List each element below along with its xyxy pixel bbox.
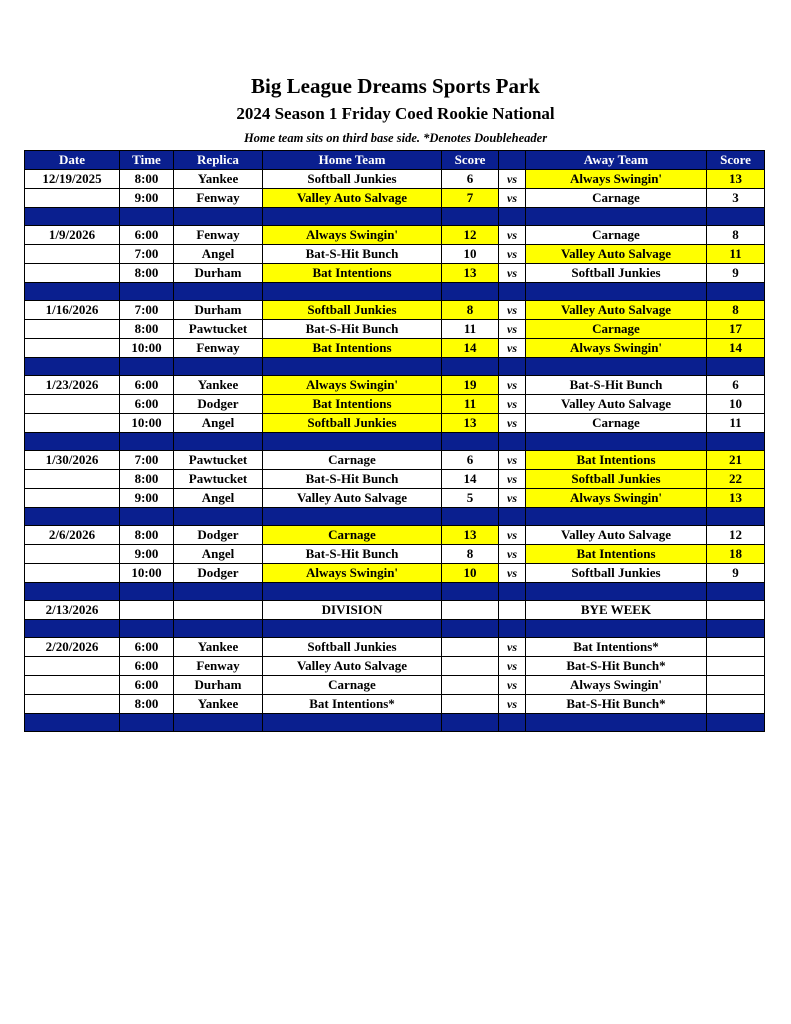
away-team-cell: Bat-S-Hit Bunch* xyxy=(526,695,707,714)
home-score-cell: 10 xyxy=(442,564,499,583)
col-header-home-score: Score xyxy=(442,151,499,170)
away-score-cell xyxy=(707,601,765,620)
separator-cell xyxy=(526,714,707,732)
home-score-cell: 14 xyxy=(442,339,499,358)
home-team-cell: Bat-S-Hit Bunch xyxy=(263,245,442,264)
date-cell: 1/30/2026 xyxy=(25,451,120,470)
separator-cell xyxy=(442,433,499,451)
separator-cell xyxy=(442,208,499,226)
away-score-cell xyxy=(707,638,765,657)
away-score-cell: 22 xyxy=(707,470,765,489)
time-cell: 7:00 xyxy=(120,451,174,470)
away-score-cell: 10 xyxy=(707,395,765,414)
away-score-cell: 8 xyxy=(707,301,765,320)
home-score-cell: 7 xyxy=(442,189,499,208)
separator-cell xyxy=(120,283,174,301)
time-cell: 7:00 xyxy=(120,245,174,264)
separator-cell xyxy=(707,208,765,226)
away-team-cell: Always Swingin' xyxy=(526,489,707,508)
game-row xyxy=(25,320,765,339)
date-cell xyxy=(25,470,120,489)
time-cell: 6:00 xyxy=(120,638,174,657)
away-team-cell: Valley Auto Salvage xyxy=(526,526,707,545)
date-cell xyxy=(25,414,120,433)
home-team-cell: Bat Intentions xyxy=(263,264,442,283)
home-score-cell xyxy=(442,676,499,695)
separator-cell xyxy=(526,583,707,601)
separator-cell xyxy=(120,583,174,601)
away-team-cell: Valley Auto Salvage xyxy=(526,301,707,320)
date-cell xyxy=(25,320,120,339)
vs-cell: vs xyxy=(499,489,526,508)
away-team-cell: Bat-S-Hit Bunch* xyxy=(526,657,707,676)
game-row xyxy=(25,601,765,620)
replica-cell: Angel xyxy=(174,245,263,264)
separator-cell xyxy=(25,508,120,526)
game-row xyxy=(25,170,765,189)
separator-cell xyxy=(25,714,120,732)
game-row xyxy=(25,395,765,414)
schedule-table xyxy=(24,150,765,732)
vs-cell: vs xyxy=(499,339,526,358)
home-team-cell: Bat-S-Hit Bunch xyxy=(263,545,442,564)
separator-cell xyxy=(499,714,526,732)
week-separator xyxy=(25,283,765,301)
date-cell xyxy=(25,695,120,714)
away-score-cell xyxy=(707,676,765,695)
col-header-vs xyxy=(499,151,526,170)
away-team-cell: Bat Intentions* xyxy=(526,638,707,657)
separator-cell xyxy=(499,583,526,601)
home-team-cell: Softball Junkies xyxy=(263,301,442,320)
separator-cell xyxy=(526,358,707,376)
away-score-cell: 9 xyxy=(707,264,765,283)
away-score-cell: 21 xyxy=(707,451,765,470)
time-cell: 7:00 xyxy=(120,301,174,320)
col-header-replica: Replica xyxy=(174,151,263,170)
separator-cell xyxy=(25,583,120,601)
separator-cell xyxy=(174,508,263,526)
game-row xyxy=(25,526,765,545)
date-cell xyxy=(25,189,120,208)
page-subtitle: 2024 Season 1 Friday Coed Rookie National xyxy=(236,104,555,123)
separator-cell xyxy=(174,583,263,601)
separator-cell xyxy=(25,358,120,376)
home-score-cell: 14 xyxy=(442,470,499,489)
vs-cell: vs xyxy=(499,470,526,489)
home-team-cell: Bat Intentions xyxy=(263,339,442,358)
home-team-cell: Carnage xyxy=(263,676,442,695)
separator-cell xyxy=(25,283,120,301)
time-cell: 9:00 xyxy=(120,189,174,208)
home-team-cell: Bat-S-Hit Bunch xyxy=(263,470,442,489)
separator-cell xyxy=(263,620,442,638)
replica-cell: Durham xyxy=(174,676,263,695)
vs-cell: vs xyxy=(499,376,526,395)
home-team-cell: Valley Auto Salvage xyxy=(263,657,442,676)
away-score-cell: 12 xyxy=(707,526,765,545)
vs-cell: vs xyxy=(499,526,526,545)
vs-cell: vs xyxy=(499,414,526,433)
separator-cell xyxy=(174,283,263,301)
separator-cell xyxy=(707,433,765,451)
separator-cell xyxy=(120,433,174,451)
vs-cell: vs xyxy=(499,170,526,189)
time-cell: 6:00 xyxy=(120,376,174,395)
date-cell: 1/16/2026 xyxy=(25,301,120,320)
header-row xyxy=(25,151,765,170)
page-title: Big League Dreams Sports Park xyxy=(251,74,540,98)
separator-cell xyxy=(499,620,526,638)
home-team-cell: Bat Intentions* xyxy=(263,695,442,714)
home-team-cell: Always Swingin' xyxy=(263,564,442,583)
home-team-cell: Valley Auto Salvage xyxy=(263,189,442,208)
replica-cell: Durham xyxy=(174,264,263,283)
date-cell: 12/19/2025 xyxy=(25,170,120,189)
home-team-cell: Always Swingin' xyxy=(263,226,442,245)
game-row xyxy=(25,264,765,283)
replica-cell: Yankee xyxy=(174,170,263,189)
week-separator xyxy=(25,433,765,451)
separator-cell xyxy=(263,208,442,226)
game-row xyxy=(25,376,765,395)
week-separator xyxy=(25,508,765,526)
vs-cell: vs xyxy=(499,301,526,320)
col-header-time: Time xyxy=(120,151,174,170)
date-cell xyxy=(25,264,120,283)
away-team-cell: Bat Intentions xyxy=(526,545,707,564)
home-score-cell: 13 xyxy=(442,526,499,545)
away-score-cell: 17 xyxy=(707,320,765,339)
date-cell xyxy=(25,676,120,695)
vs-cell: vs xyxy=(499,638,526,657)
vs-cell: vs xyxy=(499,564,526,583)
replica-cell: Dodger xyxy=(174,564,263,583)
away-score-cell: 11 xyxy=(707,414,765,433)
schedule-body xyxy=(25,170,765,732)
separator-cell xyxy=(442,283,499,301)
game-row xyxy=(25,189,765,208)
game-row xyxy=(25,657,765,676)
replica-cell: Pawtucket xyxy=(174,451,263,470)
separator-cell xyxy=(499,283,526,301)
date-cell: 1/9/2026 xyxy=(25,226,120,245)
game-row xyxy=(25,414,765,433)
separator-cell xyxy=(442,508,499,526)
date-cell xyxy=(25,545,120,564)
home-score-cell: 10 xyxy=(442,245,499,264)
date-cell xyxy=(25,339,120,358)
replica-cell xyxy=(174,601,263,620)
vs-cell: vs xyxy=(499,545,526,564)
vs-cell: vs xyxy=(499,226,526,245)
date-cell: 2/6/2026 xyxy=(25,526,120,545)
away-team-cell: Carnage xyxy=(526,320,707,339)
game-row xyxy=(25,676,765,695)
home-score-cell: 11 xyxy=(442,320,499,339)
home-team-cell: Carnage xyxy=(263,451,442,470)
replica-cell: Fenway xyxy=(174,226,263,245)
away-team-cell: Valley Auto Salvage xyxy=(526,245,707,264)
separator-cell xyxy=(442,358,499,376)
separator-cell xyxy=(707,358,765,376)
col-header-home-team: Home Team xyxy=(263,151,442,170)
away-team-cell: Softball Junkies xyxy=(526,564,707,583)
week-separator xyxy=(25,714,765,732)
time-cell: 10:00 xyxy=(120,339,174,358)
vs-cell: vs xyxy=(499,676,526,695)
home-team-cell: Bat-S-Hit Bunch xyxy=(263,320,442,339)
replica-cell: Yankee xyxy=(174,638,263,657)
home-score-cell: 19 xyxy=(442,376,499,395)
date-cell xyxy=(25,245,120,264)
home-score-cell xyxy=(442,638,499,657)
replica-cell: Dodger xyxy=(174,526,263,545)
home-team-cell: Always Swingin' xyxy=(263,376,442,395)
separator-cell xyxy=(174,620,263,638)
game-row xyxy=(25,451,765,470)
separator-cell xyxy=(707,508,765,526)
time-cell: 9:00 xyxy=(120,489,174,508)
separator-cell xyxy=(174,714,263,732)
home-team-cell: Softball Junkies xyxy=(263,638,442,657)
away-team-cell: Carnage xyxy=(526,189,707,208)
separator-cell xyxy=(707,620,765,638)
separator-cell xyxy=(526,508,707,526)
separator-cell xyxy=(499,433,526,451)
col-header-away-team: Away Team xyxy=(526,151,707,170)
game-row xyxy=(25,226,765,245)
time-cell: 6:00 xyxy=(120,395,174,414)
home-score-cell xyxy=(442,695,499,714)
home-score-cell: 5 xyxy=(442,489,499,508)
week-separator xyxy=(25,620,765,638)
replica-cell: Fenway xyxy=(174,189,263,208)
col-header-away-score: Score xyxy=(707,151,765,170)
separator-cell xyxy=(707,283,765,301)
vs-cell: vs xyxy=(499,657,526,676)
time-cell: 8:00 xyxy=(120,320,174,339)
time-cell: 9:00 xyxy=(120,545,174,564)
time-cell: 10:00 xyxy=(120,564,174,583)
separator-cell xyxy=(707,714,765,732)
week-separator xyxy=(25,358,765,376)
date-cell xyxy=(25,489,120,508)
away-score-cell: 13 xyxy=(707,489,765,508)
vs-cell: vs xyxy=(499,189,526,208)
home-score-cell xyxy=(442,657,499,676)
separator-cell xyxy=(526,208,707,226)
away-team-cell: Carnage xyxy=(526,226,707,245)
home-score-cell: 12 xyxy=(442,226,499,245)
away-score-cell: 3 xyxy=(707,189,765,208)
separator-cell xyxy=(120,508,174,526)
time-cell: 8:00 xyxy=(120,695,174,714)
date-cell xyxy=(25,657,120,676)
game-row xyxy=(25,564,765,583)
time-cell: 8:00 xyxy=(120,264,174,283)
away-score-cell: 13 xyxy=(707,170,765,189)
home-score-cell: 6 xyxy=(442,451,499,470)
home-team-cell: Softball Junkies xyxy=(263,414,442,433)
page-note: Home team sits on third base side. *Denotes Doubleheader xyxy=(243,131,548,145)
separator-cell xyxy=(499,358,526,376)
vs-cell xyxy=(499,601,526,620)
home-team-cell: Valley Auto Salvage xyxy=(263,489,442,508)
replica-cell: Pawtucket xyxy=(174,470,263,489)
separator-cell xyxy=(442,620,499,638)
time-cell xyxy=(120,601,174,620)
home-team-cell: Bat Intentions xyxy=(263,395,442,414)
separator-cell xyxy=(174,208,263,226)
separator-cell xyxy=(120,358,174,376)
away-team-cell: Softball Junkies xyxy=(526,264,707,283)
away-score-cell: 14 xyxy=(707,339,765,358)
separator-cell xyxy=(120,620,174,638)
game-row xyxy=(25,339,765,358)
separator-cell xyxy=(120,714,174,732)
game-row xyxy=(25,489,765,508)
away-score-cell: 9 xyxy=(707,564,765,583)
separator-cell xyxy=(263,358,442,376)
vs-cell: vs xyxy=(499,695,526,714)
away-team-cell: Valley Auto Salvage xyxy=(526,395,707,414)
replica-cell: Yankee xyxy=(174,695,263,714)
home-score-cell: 11 xyxy=(442,395,499,414)
separator-cell xyxy=(263,508,442,526)
col-header-date: Date xyxy=(25,151,120,170)
separator-cell xyxy=(499,208,526,226)
away-team-cell: Softball Junkies xyxy=(526,470,707,489)
away-team-cell: Carnage xyxy=(526,414,707,433)
home-team-cell: Softball Junkies xyxy=(263,170,442,189)
replica-cell: Angel xyxy=(174,545,263,564)
week-separator xyxy=(25,208,765,226)
vs-cell: vs xyxy=(499,395,526,414)
replica-cell: Dodger xyxy=(174,395,263,414)
date-cell: 2/20/2026 xyxy=(25,638,120,657)
home-score-cell: 6 xyxy=(442,170,499,189)
replica-cell: Durham xyxy=(174,301,263,320)
separator-cell xyxy=(174,433,263,451)
time-cell: 6:00 xyxy=(120,676,174,695)
home-score-cell: 13 xyxy=(442,414,499,433)
replica-cell: Angel xyxy=(174,489,263,508)
game-row xyxy=(25,245,765,264)
separator-cell xyxy=(25,433,120,451)
separator-cell xyxy=(526,620,707,638)
game-row xyxy=(25,301,765,320)
separator-cell xyxy=(25,208,120,226)
separator-cell xyxy=(174,358,263,376)
away-team-cell: Bat Intentions xyxy=(526,451,707,470)
date-cell: 1/23/2026 xyxy=(25,376,120,395)
date-cell xyxy=(25,395,120,414)
separator-cell xyxy=(526,433,707,451)
separator-cell xyxy=(499,508,526,526)
away-score-cell xyxy=(707,657,765,676)
separator-cell xyxy=(120,208,174,226)
away-score-cell: 6 xyxy=(707,376,765,395)
game-row xyxy=(25,545,765,564)
time-cell: 6:00 xyxy=(120,657,174,676)
replica-cell: Fenway xyxy=(174,339,263,358)
away-team-cell: Always Swingin' xyxy=(526,170,707,189)
separator-cell xyxy=(526,283,707,301)
separator-cell xyxy=(25,620,120,638)
away-score-cell: 8 xyxy=(707,226,765,245)
replica-cell: Pawtucket xyxy=(174,320,263,339)
home-score-cell: 8 xyxy=(442,301,499,320)
time-cell: 6:00 xyxy=(120,226,174,245)
vs-cell: vs xyxy=(499,451,526,470)
replica-cell: Yankee xyxy=(174,376,263,395)
date-cell xyxy=(25,564,120,583)
time-cell: 8:00 xyxy=(120,170,174,189)
separator-cell xyxy=(442,583,499,601)
separator-cell xyxy=(707,583,765,601)
separator-cell xyxy=(263,283,442,301)
vs-cell: vs xyxy=(499,320,526,339)
away-score-cell: 11 xyxy=(707,245,765,264)
away-team-cell: Always Swingin' xyxy=(526,676,707,695)
home-score-cell: 8 xyxy=(442,545,499,564)
home-team-cell: Carnage xyxy=(263,526,442,545)
game-row xyxy=(25,695,765,714)
separator-cell xyxy=(442,714,499,732)
home-team-cell: DIVISION xyxy=(263,601,442,620)
away-team-cell: Bat-S-Hit Bunch xyxy=(526,376,707,395)
replica-cell: Fenway xyxy=(174,657,263,676)
time-cell: 8:00 xyxy=(120,470,174,489)
away-team-cell: Always Swingin' xyxy=(526,339,707,358)
time-cell: 8:00 xyxy=(120,526,174,545)
game-row xyxy=(25,638,765,657)
home-score-cell xyxy=(442,601,499,620)
time-cell: 10:00 xyxy=(120,414,174,433)
vs-cell: vs xyxy=(499,245,526,264)
separator-cell xyxy=(263,714,442,732)
replica-cell: Angel xyxy=(174,414,263,433)
game-row xyxy=(25,470,765,489)
home-score-cell: 13 xyxy=(442,264,499,283)
week-separator xyxy=(25,583,765,601)
vs-cell: vs xyxy=(499,264,526,283)
separator-cell xyxy=(263,433,442,451)
separator-cell xyxy=(263,583,442,601)
away-score-cell xyxy=(707,695,765,714)
away-score-cell: 18 xyxy=(707,545,765,564)
away-team-cell: BYE WEEK xyxy=(526,601,707,620)
date-cell: 2/13/2026 xyxy=(25,601,120,620)
